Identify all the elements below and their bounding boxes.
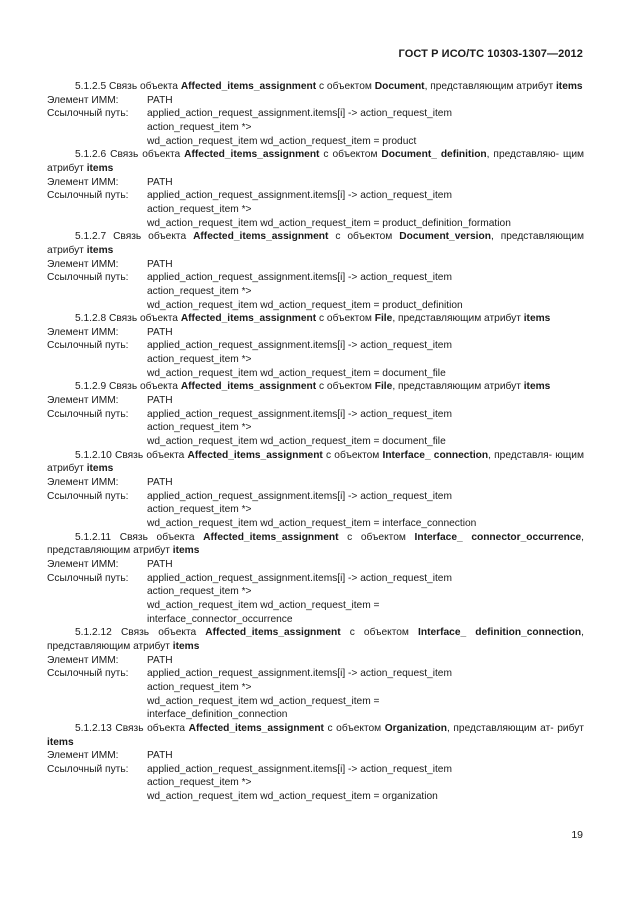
path-line: applied_action_request_assignment.items[i] -> action_request_item	[147, 408, 452, 420]
section-number: 5.1.2.5	[75, 81, 107, 92]
heading-text: с объектом	[318, 81, 372, 92]
section-number: 5.1.2.6	[75, 149, 107, 161]
path-line: applied_action_request_assignment.items[i] -> action_request_item	[147, 108, 452, 120]
heading-text: Связь объекта	[109, 313, 178, 325]
heading-text: с объектом	[335, 231, 393, 243]
element-value: PATH	[147, 750, 173, 762]
heading-text: , представляющим атрибут	[392, 381, 521, 393]
section	[47, 80, 584, 148]
path-row	[47, 572, 584, 586]
section	[47, 449, 584, 531]
path-line: applied_action_request_assignment.items[i] -> action_request_item	[147, 763, 452, 775]
path-label: Ссылочный путь:	[47, 340, 129, 352]
section-number: 5.1.2.12	[75, 627, 112, 639]
path-label: Ссылочный путь:	[47, 272, 129, 284]
section-heading	[47, 449, 584, 476]
attribute-name: items	[86, 463, 114, 475]
heading-text: с объектом	[326, 449, 380, 461]
path-row	[47, 763, 584, 777]
heading-text: ,	[581, 627, 584, 639]
section	[47, 380, 584, 448]
path-line: action_request_item *>	[147, 285, 252, 297]
heading-text: Связь объекта	[115, 449, 185, 461]
path-line: interface_definition_connection	[147, 709, 288, 721]
section-heading	[47, 230, 584, 257]
page-number: 19	[571, 829, 583, 841]
element-label: Элемент ИММ:	[47, 258, 119, 270]
heading-text: с объектом	[327, 722, 382, 734]
element-row	[47, 394, 584, 408]
element-value: PATH	[147, 654, 173, 666]
path-row	[47, 408, 584, 422]
path-line: wd_action_request_item wd_action_request_item = product_definition_formation	[147, 217, 511, 229]
target-entity-name: Organization	[384, 722, 447, 734]
entity-name: Affected_items_assignment	[188, 722, 324, 734]
section-heading	[47, 380, 584, 394]
element-row	[47, 749, 584, 763]
target-entity-name: Document	[374, 81, 425, 92]
section-number: 5.1.2.8	[75, 313, 107, 325]
section-heading	[47, 312, 584, 326]
path-row	[47, 490, 584, 504]
path-line: applied_action_request_assignment.items[i] -> action_request_item	[147, 490, 452, 502]
entity-name: Affected_items_assignment	[193, 231, 329, 243]
path-label: Ссылочный путь:	[47, 668, 129, 680]
heading-text: Связь объекта	[113, 231, 187, 243]
heading-text: рибут	[557, 722, 584, 734]
target-entity-name: File	[374, 381, 393, 393]
attribute-name: items	[172, 640, 200, 652]
element-row	[47, 258, 584, 272]
section-heading	[47, 531, 584, 558]
path-label: Ссылочный путь:	[47, 490, 129, 502]
attribute-name: items	[523, 381, 551, 393]
heading-text: Связь объекта	[119, 531, 195, 543]
element-label: Элемент ИММ:	[47, 395, 119, 407]
path-line: wd_action_request_item wd_action_request_item = document_file	[147, 367, 446, 379]
element-row	[47, 654, 584, 668]
element-label: Элемент ИММ:	[47, 176, 119, 188]
path-line: wd_action_request_item wd_action_request_item = product_definition	[147, 299, 463, 311]
section	[47, 531, 584, 627]
section	[47, 312, 584, 380]
section-heading	[47, 626, 584, 653]
section-number: 5.1.2.11	[75, 531, 112, 543]
path-line: wd_action_request_item wd_action_request_item = organization	[147, 791, 438, 803]
element-row	[47, 176, 584, 190]
attribute-name: items	[47, 736, 74, 748]
heading-text: ющим атрибут	[47, 449, 584, 475]
path-line: action_request_item *>	[147, 504, 252, 516]
heading-text: с объектом	[347, 531, 406, 543]
heading-text: , представляющим атрибут	[424, 81, 554, 92]
section-number: 5.1.2.10	[75, 449, 112, 461]
section-number: 5.1.2.13	[75, 722, 112, 734]
path-line: applied_action_request_assignment.items[i] -> action_request_item	[147, 668, 452, 680]
element-label: Элемент ИММ:	[47, 750, 119, 762]
attribute-name: items	[172, 545, 200, 557]
element-row	[47, 558, 584, 572]
heading-text: , представля-	[488, 449, 553, 461]
element-label: Элемент ИММ:	[47, 94, 119, 106]
target-entity-name: Interface_ connection	[382, 449, 489, 461]
section	[47, 230, 584, 312]
path-label: Ссылочный путь:	[47, 408, 129, 420]
heading-text: атрибут	[47, 244, 84, 256]
entity-name: Affected_items_assignment	[180, 81, 317, 92]
element-value: PATH	[147, 395, 173, 407]
heading-text: Связь объекта	[115, 722, 186, 734]
heading-text: представляющим атрибут	[47, 640, 170, 652]
element-label: Элемент ИММ:	[47, 477, 119, 489]
path-line: wd_action_request_item wd_action_request_item =	[147, 599, 380, 611]
path-label: Ссылочный путь:	[47, 572, 129, 584]
path-line: applied_action_request_assignment.items[i] -> action_request_item	[147, 272, 452, 284]
attribute-name: items	[555, 81, 583, 92]
path-line: action_request_item *>	[147, 681, 252, 693]
path-row	[47, 339, 584, 353]
entity-name: Affected_items_assignment	[180, 381, 317, 393]
section	[47, 626, 584, 722]
path-row	[47, 667, 584, 681]
target-entity-name: Document_ definition	[381, 149, 487, 161]
path-line: applied_action_request_assignment.items[i] -> action_request_item	[147, 572, 452, 584]
section-number: 5.1.2.9	[75, 381, 107, 393]
heading-text: , представляю-	[486, 149, 559, 161]
entity-name: Affected_items_assignment	[203, 531, 339, 543]
entity-name: Affected_items_assignment	[187, 449, 323, 461]
document-header: ГОСТ Р ИСО/ТС 10303-1307—2012	[398, 48, 583, 60]
path-line: applied_action_request_assignment.items[i] -> action_request_item	[147, 340, 452, 352]
path-row	[47, 107, 584, 121]
section-number: 5.1.2.7	[75, 231, 107, 243]
path-line: action_request_item *>	[147, 777, 252, 789]
entity-name: Affected_items_assignment	[205, 627, 341, 639]
path-line: action_request_item *>	[147, 121, 252, 133]
heading-text: Связь объекта	[120, 627, 197, 639]
section-heading	[47, 80, 584, 94]
element-value: PATH	[147, 477, 173, 489]
section	[47, 148, 584, 230]
attribute-name: items	[86, 244, 114, 256]
path-line: wd_action_request_item wd_action_request_item = product	[147, 135, 417, 147]
path-line: wd_action_request_item wd_action_request_item =	[147, 695, 380, 707]
entity-name: Affected_items_assignment	[180, 313, 317, 325]
path-label: Ссылочный путь:	[47, 763, 129, 775]
heading-text: , представляющим ат-	[447, 722, 554, 734]
element-row	[47, 94, 584, 108]
path-line: action_request_item *>	[147, 203, 252, 215]
path-line: action_request_item *>	[147, 422, 252, 434]
element-value: PATH	[147, 326, 173, 338]
heading-text: Связь объекта	[109, 381, 178, 393]
heading-text: Связь объекта	[110, 149, 181, 161]
path-label: Ссылочный путь:	[47, 190, 129, 202]
attribute-name: items	[523, 313, 551, 325]
heading-text: с объектом	[323, 149, 378, 161]
heading-text: щим атрибут	[47, 149, 585, 174]
path-label: Ссылочный путь:	[47, 108, 129, 120]
document-body	[47, 80, 584, 804]
path-line: wd_action_request_item wd_action_request_item = document_file	[147, 436, 446, 448]
heading-text: с объектом	[318, 381, 372, 393]
target-entity-name: File	[374, 313, 393, 325]
attribute-name: items	[86, 162, 114, 174]
path-line: action_request_item *>	[147, 354, 252, 366]
element-label: Элемент ИММ:	[47, 326, 119, 338]
heading-text: с объектом	[349, 627, 409, 639]
path-line: applied_action_request_assignment.items[i] -> action_request_item	[147, 190, 452, 202]
path-line: wd_action_request_item wd_action_request_item = interface_connection	[147, 518, 477, 529]
element-label: Элемент ИММ:	[47, 558, 119, 570]
path-line: action_request_item *>	[147, 586, 252, 598]
element-label: Элемент ИММ:	[47, 654, 119, 666]
heading-text: представляющим атрибут	[47, 545, 170, 557]
heading-text: ,	[581, 531, 585, 543]
element-row	[47, 326, 584, 340]
element-value: PATH	[147, 94, 173, 106]
heading-text: , представляющим атрибут	[392, 313, 521, 325]
section	[47, 722, 584, 804]
heading-text: , представляющим	[490, 231, 584, 243]
heading-text: с объектом	[318, 313, 372, 325]
element-value: PATH	[147, 558, 173, 570]
path-row	[47, 189, 584, 203]
element-value: PATH	[147, 176, 173, 188]
heading-text: Связь объекта	[109, 81, 178, 92]
entity-name: Affected_items_assignment	[184, 149, 320, 161]
target-entity-name: Document_version	[399, 231, 491, 243]
section-heading	[47, 148, 584, 175]
target-entity-name: Interface_ connector_occurrence	[414, 531, 582, 543]
path-row	[47, 271, 584, 285]
path-line: interface_connector_occurrence	[147, 613, 293, 625]
section-heading	[47, 722, 584, 749]
element-row	[47, 476, 584, 490]
element-value: PATH	[147, 258, 173, 270]
target-entity-name: Interface_ definition_connection	[418, 627, 582, 639]
